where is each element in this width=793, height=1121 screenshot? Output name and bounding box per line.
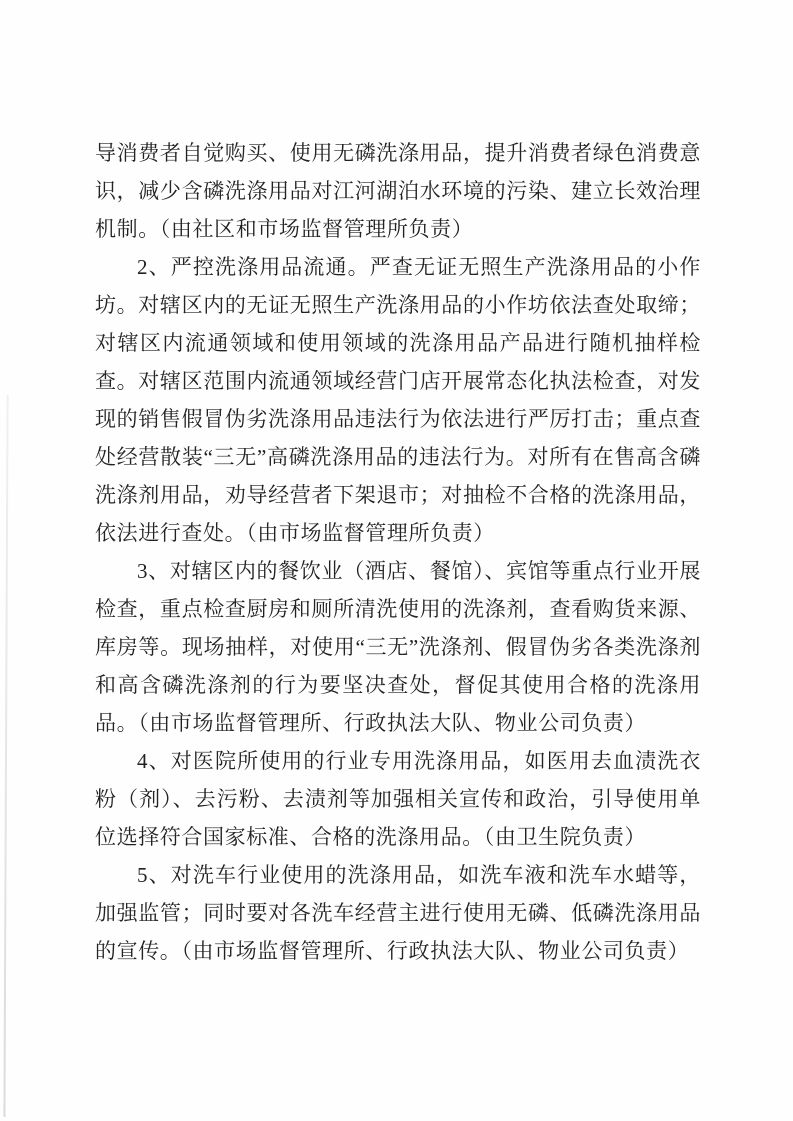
paragraph-item-5: 5、对洗车行业使用的洗涤用品，如洗车液和洗车水蜡等，加强监管；同时要对各洗车经营主进行使用无磷、低磷洗涤用品的宣传。（由市场监督管理所、行政执法大队、物业公司负责） xyxy=(95,863,701,963)
scanner-edge-artifact xyxy=(3,395,8,1117)
paragraph-item-2: 2、严控洗涤用品流通。严查无证无照生产洗涤用品的小作坊。对辖区内的无证无照生产洗涤用品的小作坊依法查处取缔；对辖区内流通领域和使用领域的洗涤用品产品进行随机抽样检查。对辖区范围内流通领域经营门店开展常态化执法检查，对发现的销售假冒伪劣洗涤用品违法行为依法进行严厉打击；重点查处经营散装“三无”高磷洗涤用品的违法行为。对所有在售高含磷洗涤剂用品，劝导经营者下架退市；对抽检不合格的洗涤用品，依法进行查处。（由市场监督管理所负责） xyxy=(95,255,701,545)
document-body-text xyxy=(95,134,701,970)
paragraph-continuation: 导消费者自觉购买、使用无磷洗涤用品，提升消费者绿色消费意识，减少含磷洗涤用品对江河湖泊水环境的污染、建立长效治理机制。（由社区和市场监督管理所负责） xyxy=(95,141,701,241)
paragraph-item-4: 4、对医院所使用的行业专用洗涤用品，如医用去血渍洗衣粉（剂）、去污粉、去渍剂等加强相关宣传和政治，引导使用单位选择符合国家标准、合格的洗涤用品。（由卫生院负责） xyxy=(95,749,701,849)
paragraph-item-3: 3、对辖区内的餐饮业（酒店、餐馆）、宾馆等重点行业开展检查，重点检查厨房和厕所清洗使用的洗涤剂，查看购货来源、库房等。现场抽样，对使用“三无”洗涤剂、假冒伪劣各类洗涤剂和高含磷洗涤剂的行为要坚决查处，督促其使用合格的洗涤用品。（由市场监督管理所、行政执法大队、物业公司负责） xyxy=(95,559,701,735)
